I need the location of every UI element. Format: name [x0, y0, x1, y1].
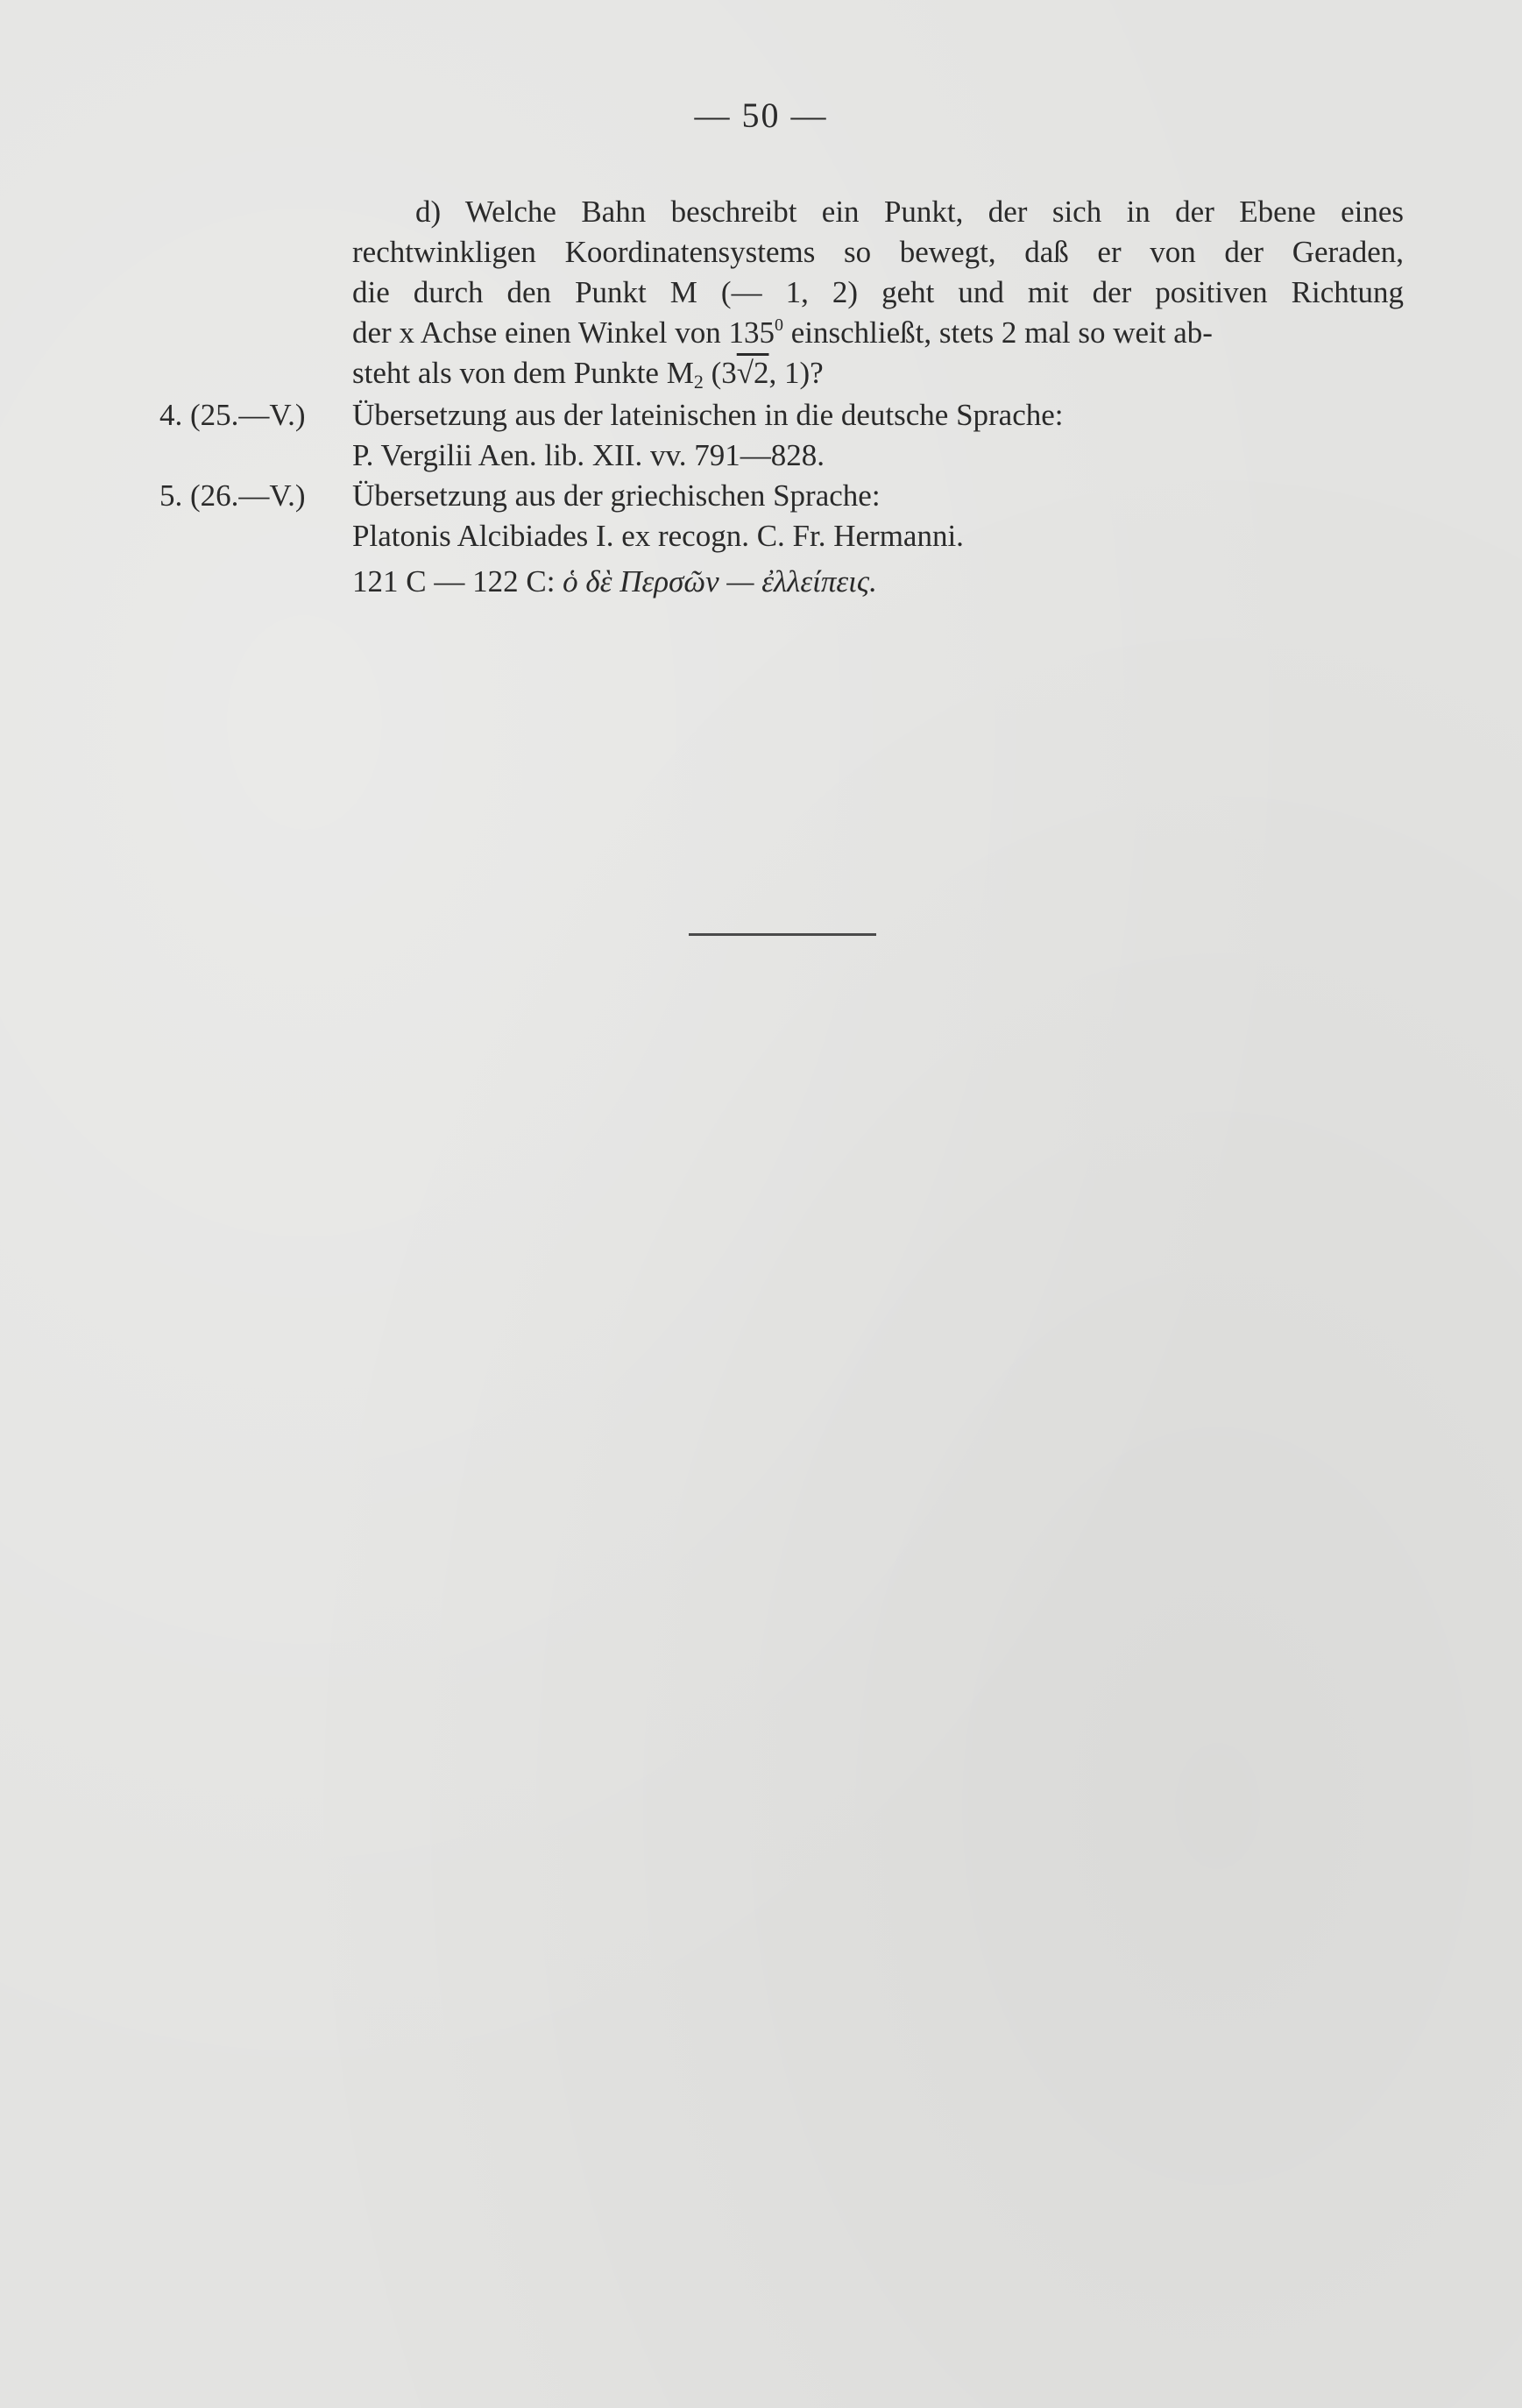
task-4-line-2: P. Vergilii Aen. lib. XII. vv. 791—828.	[352, 438, 825, 472]
task-4-line-1: Übersetzung aus der lateinischen in die deutsche Sprache:	[352, 398, 1064, 432]
task-5-line-3	[352, 562, 877, 602]
item-d-line-5-text-a: steht als von dem Punkte M	[352, 356, 694, 390]
item-d-line-5-text-c: , 1)?	[768, 356, 824, 390]
task-5-number: 5. (26.—V.)	[159, 478, 306, 513]
item-d-line-2: rechtwinkligen Koordinatensystems so bewegt, daß er von der Geraden,	[352, 235, 1404, 269]
page-number: — 50 —	[694, 96, 828, 135]
square-root: √2	[736, 356, 769, 390]
item-d-line-1: d) Welche Bahn beschreibt ein Punkt, der sich in der Ebene eines	[415, 195, 1404, 229]
task-5-line-1: Übersetzung aus der griechischen Sprache:	[352, 478, 881, 513]
item-d-line-4	[352, 313, 1404, 353]
item-d-line-4-text-b: einschließt, stets 2 mal so weit ab-	[783, 315, 1213, 350]
item-d-line-3: die durch den Punkt M (— 1, 2) geht und mit der positiven Richtung	[352, 275, 1404, 309]
item-d-line-5-text-b: (3	[703, 356, 737, 390]
item-d-line-5	[352, 353, 824, 393]
task-5-line-2: Platonis Alcibiades I. ex recogn. C. Fr. Hermanni.	[352, 519, 964, 553]
greek-quotation: ὁ δὲ Περσῶν — ἐλλείπεις.	[563, 564, 877, 598]
task-4-number: 4. (25.—V.)	[159, 398, 306, 432]
section-divider	[689, 933, 876, 936]
subscript-2: 2	[693, 371, 704, 393]
item-d-line-4-text-a: der x Achse einen Winkel von 135	[352, 315, 775, 350]
degree-mark: 0	[775, 315, 784, 335]
task-5-line-3-ref: 121 C — 122 C:	[352, 564, 563, 598]
